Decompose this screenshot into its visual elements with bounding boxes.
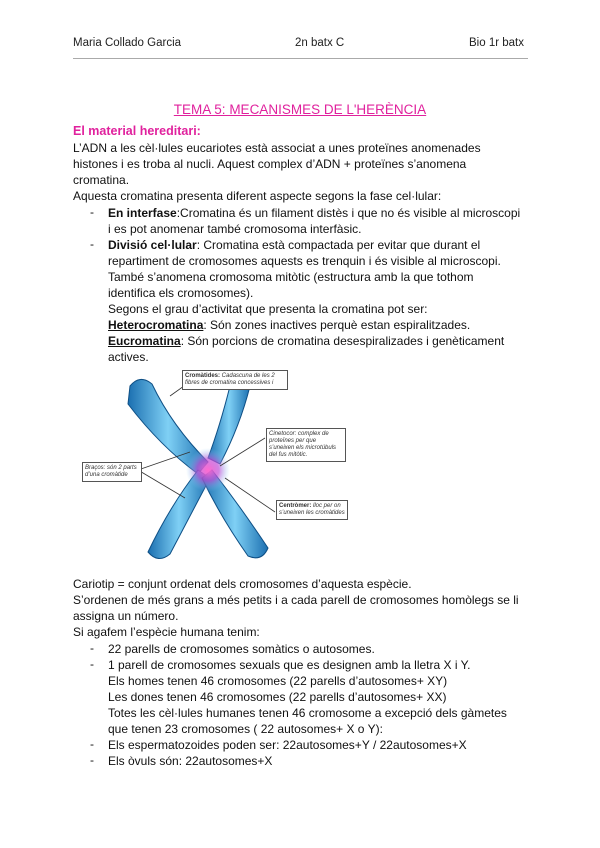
chromosome-figure — [80, 366, 360, 572]
header-course: 2n batx C — [295, 37, 345, 49]
para-line: Aquesta cromatina presenta diferent aspecte segons la fase cel·lular: — [73, 189, 442, 203]
text: :Cromatina és un filament distès i que no és visible al microscopi — [176, 206, 521, 220]
callout-cinetocor: Cinetocor: complex de proteïnes per que s’uneixen els microtúbuls del fus mitòtic. — [266, 428, 346, 462]
eu-line — [108, 333, 504, 349]
list-dash: - — [90, 737, 94, 751]
para-line: L’ADN a les cèl·lules eucariotes està associat a unes proteïnes anomenades — [73, 141, 481, 155]
para-line: Els homes tenen 46 cromosomes (22 parells d’autosomes+ XY) — [108, 674, 448, 688]
callout-title: Cromàtides: — [185, 373, 221, 379]
list-item: Els espermatozoides poden ser: 22autosomes+Y / 22autosomes+X — [108, 738, 467, 752]
para-line: cromatina. — [73, 173, 130, 187]
list-dash: - — [90, 641, 94, 655]
para-line: Si agafem l’espècie humana tenim: — [73, 625, 260, 639]
list-item-divisio — [108, 237, 480, 253]
callout-text: Cadascuna de les 2 fibres de cromatina concessives i — [185, 373, 275, 386]
callout-bracos: Braços: són 2 parts d’una cromàtide — [82, 462, 142, 482]
list-dash: - — [90, 657, 94, 671]
hetero-line — [108, 317, 470, 333]
para-line: Cariotip = conjunt ordenat dels cromosomes d’aquesta espècie. — [73, 577, 412, 591]
list-item: 1 parell de cromosomes sexuals que es designen amb la lletra X i Y. — [108, 658, 471, 672]
para-line: repartiment de cromosomes aquests es trenquin i és visible al microscopi. — [108, 254, 501, 268]
list-dash: - — [90, 753, 94, 767]
text: : Cromatina està compactada per evitar que durant el — [196, 238, 481, 252]
term: Heterocromatina — [108, 318, 204, 332]
para-line: histones i es troba al nucli. Aquest complex d’ADN + proteïnes s’anomena — [73, 157, 467, 171]
term: Divisió cel·lular — [108, 238, 197, 252]
term: Eucromatina — [108, 334, 181, 348]
page-title: TEMA 5: MECANISMES DE L'HERÈNCIA — [173, 102, 427, 117]
callout-text: lloc per on s’uneixen les cromàtides — [279, 503, 345, 516]
list-item: 22 parells de cromosomes somàtics o autosomes. — [108, 642, 375, 656]
section-subtitle: El material hereditari: — [73, 124, 201, 138]
para-line: identifica els cromosomes). — [108, 286, 254, 300]
para-line: També s’anomena cromosoma mitòtic (estructura amb la que tothom — [108, 270, 474, 284]
para-line: Totes les cèl·lules humanes tenen 46 cromosome a excepció dels gàmetes — [108, 706, 507, 720]
para-line: S’ordenen de més grans a més petits i a cada parell de cromosomes homòlegs se li — [73, 593, 519, 607]
text: : Són zones inactives perquè estan espiralitzades. — [203, 318, 471, 332]
para-line: Segons el grau d’activitat que presenta la cromatina pot ser: — [108, 302, 428, 316]
header-divider — [73, 58, 528, 59]
header-subject: Bio 1r batx — [469, 37, 524, 49]
para-line: actives. — [108, 350, 149, 364]
header-author: Maria Collado Garcia — [73, 37, 182, 49]
term: En interfase — [108, 206, 177, 220]
list-dash: - — [90, 237, 94, 251]
para-line: que tenen 23 cromosomes ( 22 autosomes+ X o Y): — [108, 722, 383, 736]
list-item: Els òvuls són: 22autosomes+X — [108, 754, 273, 768]
callout-centromer — [276, 500, 348, 520]
callout-cromatides — [182, 370, 288, 390]
list-item-interfase — [108, 205, 520, 221]
para-line: i es pot anomenar també cromosoma interfàsic. — [108, 222, 362, 236]
list-dash: - — [90, 205, 94, 219]
para-line: Les dones tenen 46 cromosomes (22 parells d’autosomes+ XX) — [108, 690, 447, 704]
para-line: assigna un número. — [73, 609, 179, 623]
callout-title: Centròmer: — [279, 503, 312, 509]
text: : Són porcions de cromatina desespiralizades i genèticament — [180, 334, 505, 348]
